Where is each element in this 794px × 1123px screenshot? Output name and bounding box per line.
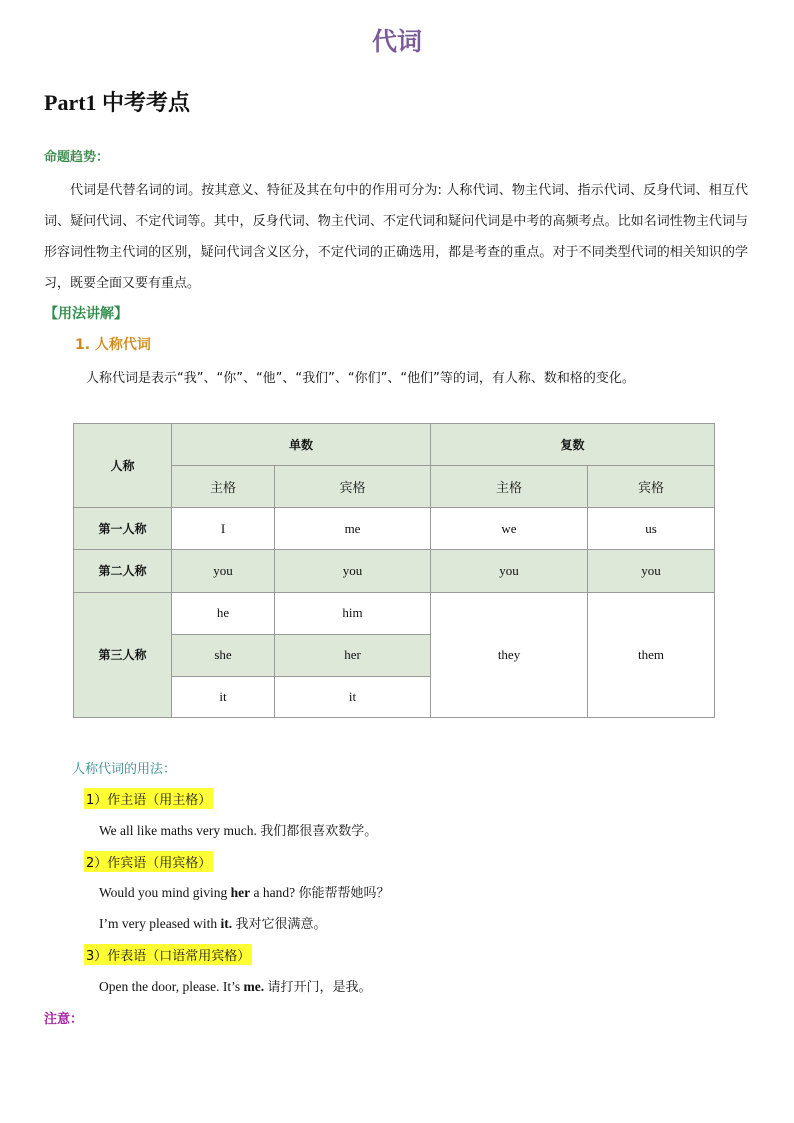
table-cell: I: [172, 508, 275, 550]
table-cell: you: [172, 550, 275, 592]
table-cell: you: [275, 550, 431, 592]
table-cell: us: [588, 508, 715, 550]
header-plural-objective: 宾格: [588, 466, 715, 508]
example-en: We all like maths very much.: [99, 823, 257, 838]
header-singular: 单数: [172, 424, 431, 466]
example-en: Open the door, please. It’s: [99, 979, 244, 994]
table-cell: you: [588, 550, 715, 592]
usage-object-label: 2）作宾语（用宾格）: [84, 851, 213, 872]
example-zh: 请打开门，是我。: [267, 980, 372, 995]
example-bold: it.: [220, 916, 233, 931]
example-sentence-2: [99, 882, 390, 901]
pronoun-table: [73, 423, 715, 718]
header-plural: 复数: [431, 424, 715, 466]
table-cell: we: [431, 508, 588, 550]
example-sentence-1: [99, 820, 377, 839]
table-cell: she: [172, 634, 275, 676]
example-zh: 我对它很满意。: [235, 917, 327, 932]
section-title: 1. 人称代词: [75, 337, 151, 353]
table-cell: him: [275, 592, 431, 634]
row-label-third: 第三人称: [74, 592, 172, 717]
row-label-second: 第二人称: [74, 550, 172, 592]
table-cell: he: [172, 592, 275, 634]
table-cell: you: [431, 550, 588, 592]
table-cell: they: [431, 592, 588, 717]
example-en: Would you mind giving: [99, 885, 231, 900]
table-cell: them: [588, 592, 715, 717]
row-label-first: 第一人称: [74, 508, 172, 550]
header-person: 人称: [74, 424, 172, 508]
page-title: 代词: [371, 27, 422, 56]
intro-paragraph: [44, 175, 748, 299]
example-bold: me.: [243, 979, 265, 994]
example-sentence-4: [99, 976, 372, 995]
trend-label: 命题趋势：: [44, 150, 110, 165]
example-bold: her: [230, 885, 251, 900]
section-intro: 人称代词是表示“我”、“你”、“他”、“我们”、“你们”、“他们”等的词，有人称、数和格的变化。: [86, 371, 635, 386]
header-singular-nominative: 主格: [172, 466, 275, 508]
table-cell: me: [275, 508, 431, 550]
example-en: I’m very pleased with: [99, 916, 221, 931]
example-zh: 你能帮帮她吗？: [298, 886, 390, 901]
part-heading: Part1 中考考点: [44, 90, 191, 115]
usage-title: 人称代词的用法：: [72, 762, 177, 777]
example-zh: 我们都很喜欢数学。: [260, 824, 378, 839]
example-sentence-3: [99, 913, 326, 932]
table-cell: her: [275, 634, 431, 676]
usage-predicative-label: 3）作表语（口语常用宾格）: [84, 944, 252, 965]
usage-header: 【用法讲解】: [44, 306, 128, 322]
example-en: a hand?: [250, 885, 296, 900]
usage-subject-label: 1）作主语（用主格）: [84, 788, 213, 809]
table-cell: it: [275, 676, 431, 717]
table-cell: it: [172, 676, 275, 717]
note-label: 注意：: [44, 1012, 84, 1027]
intro-paragraph-text: 代词是代替名词的词。按其意义、特征及其在句中的作用可分为: 人称代词、物主代词、指示代词、反身代词、相互代词、疑问代词、不定代词等。其中，反身代词、物主代词、不定代词和疑问代词是中考的高频考点。比如名词性物主代词与形容词性物主代词的区别，疑问代词含义区分，不定代词的正确选用，都是考查的重点。对于不同类型代词的相关知识的学习，既要全面又要有重点。: [44, 183, 748, 291]
header-singular-objective: 宾格: [275, 466, 431, 508]
header-plural-nominative: 主格: [431, 466, 588, 508]
